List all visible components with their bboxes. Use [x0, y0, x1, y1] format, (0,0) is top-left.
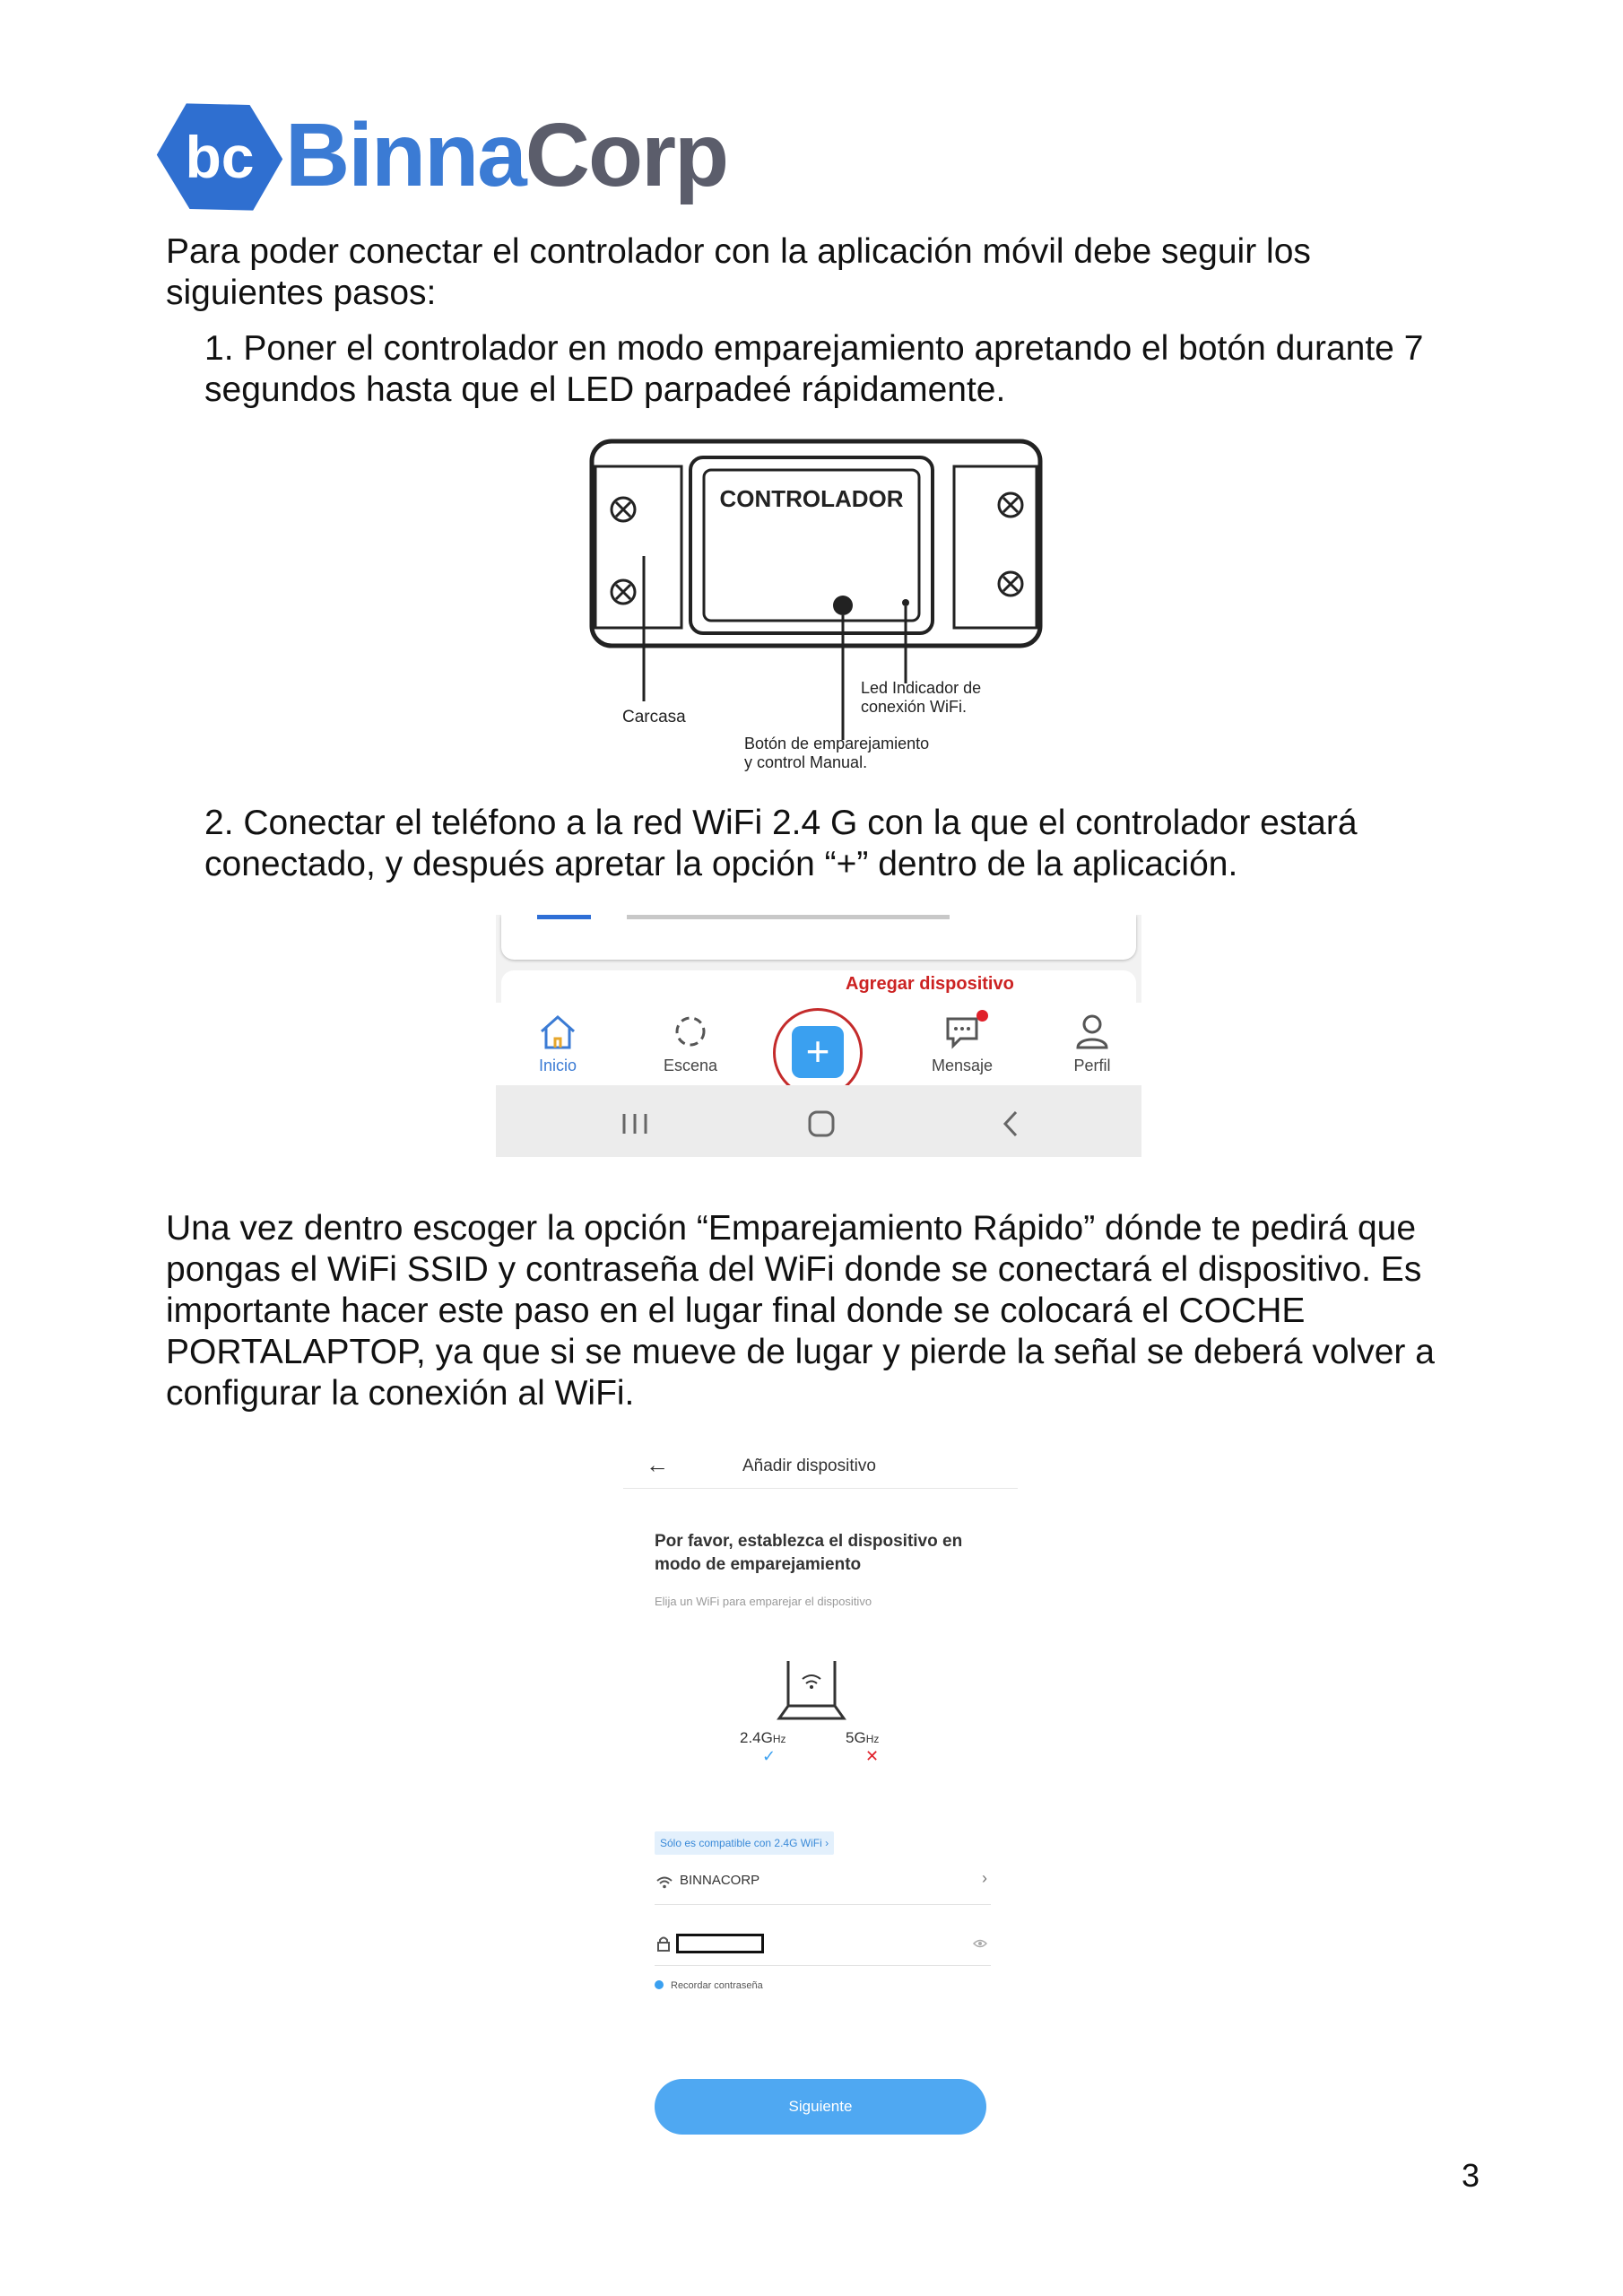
logo-word-corp: Corp: [525, 105, 728, 205]
logo-wordmark: [285, 97, 727, 213]
led-label-line1: Led Indicador de: [861, 679, 982, 697]
page-number: 3: [1462, 2157, 1480, 2194]
tab-label: Perfil: [1073, 1057, 1111, 1074]
home-button-icon[interactable]: [806, 1109, 837, 1139]
tab-mensaje[interactable]: [913, 1010, 1011, 1075]
diagram-title: CONTROLADOR: [719, 485, 904, 512]
tab-escena[interactable]: [641, 1010, 740, 1075]
tab-label: Escena: [663, 1057, 718, 1074]
app-nav-screenshot: [496, 915, 1141, 1157]
tab-inicio[interactable]: [508, 1010, 607, 1075]
step-1-paragraph: 1. Poner el controlador en modo emparejamiento apretando el botón durante 7 segundos hasta que el LED parpadeé rápidamente.: [204, 329, 1424, 409]
lock-icon: [656, 1935, 671, 1952]
add-plus-button[interactable]: +: [792, 1026, 844, 1078]
device-card: [501, 915, 1136, 960]
logo-mark-text: bc: [185, 124, 255, 190]
add-device-screenshot: [623, 1444, 1018, 2152]
recents-icon[interactable]: [617, 1110, 653, 1137]
chevron-right-icon: ›: [982, 1869, 987, 1887]
add-device-card: [501, 970, 1136, 1003]
led-dot: [902, 599, 909, 606]
binnacorp-logo: [152, 90, 728, 224]
pairing-subtitle: Elija un WiFi para emparejar el dispositivo: [655, 1595, 872, 1608]
tab-label: Inicio: [538, 1057, 577, 1074]
band-5ghz: 5GHz: [846, 1729, 880, 1746]
notification-dot: [976, 1010, 988, 1022]
button-label-line2: y control Manual.: [744, 753, 868, 771]
back-arrow-icon[interactable]: ←: [646, 1451, 669, 1478]
intro-paragraph: Para poder conectar el controlador con la aplicación móvil debe seguir los siguientes pasos:: [166, 232, 1311, 312]
back-nav-icon[interactable]: [998, 1109, 1025, 1139]
tab-label: Mensaje: [931, 1057, 994, 1074]
home-icon: [536, 1010, 579, 1053]
ssid-value: BINNACORP: [680, 1873, 760, 1888]
controller-diagram: [574, 430, 1058, 776]
logo-word-binna: Binna: [285, 105, 525, 205]
pairing-paragraph: Una vez dentro escoger la opción “Emparejamiento Rápido” dónde te pedirá que pongas el WiFi SSID y contraseña del WiFi donde se conectará el dispositivo. Es importante hacer este paso en el lugar final donde se colocará el COCHE PORTALAPTOP, ya que si se mueve de lugar y pierde la señal se deberá volver a configurar la conexión al WiFi.: [166, 1209, 1435, 1413]
scene-icon: [669, 1010, 712, 1053]
eye-icon[interactable]: [973, 1939, 987, 1948]
band-24ghz: 2.4GHz: [740, 1729, 786, 1746]
wifi-ssid-field[interactable]: [655, 1858, 991, 1905]
screen-header: [623, 1444, 1018, 1489]
screen-title: Añadir dispositivo: [742, 1457, 876, 1475]
password-field[interactable]: [655, 1919, 991, 1966]
add-device-label: Agregar dispositivo: [846, 974, 1014, 994]
led-label-line2: conexión WiFi.: [861, 698, 968, 716]
pairing-heading: Por favor, establezca el dispositivo en modo de emparejamiento: [655, 1532, 963, 1574]
cross-icon: ✕: [865, 1747, 880, 1765]
step-2-paragraph: 2. Conectar el teléfono a la red WiFi 2.4 G con la que el controlador estará conectado, y después apretar la opción “+” dentro de la aplicación.: [204, 804, 1358, 883]
button-label-line1: Botón de emparejamiento: [744, 735, 930, 752]
compatibility-note[interactable]: Sólo es compatible con 2.4G WiFi ›: [655, 1831, 834, 1855]
case-label: Carcasa: [622, 708, 686, 726]
profile-icon: [1071, 1010, 1114, 1053]
check-icon: ✓: [762, 1747, 777, 1765]
android-system-bar: [496, 1085, 1141, 1157]
radio-selected-icon: [655, 1980, 664, 1989]
tab-perfil[interactable]: [1043, 1010, 1141, 1075]
pairing-button-dot: [833, 596, 853, 615]
next-button[interactable]: Siguiente: [655, 2079, 986, 2135]
password-redaction-box: [676, 1934, 764, 1953]
binnacorp-logo-mark-icon: [152, 90, 287, 224]
wifi-icon: [656, 1876, 673, 1889]
router-icon: [776, 1659, 847, 1722]
remember-password-option[interactable]: Recordar contraseña: [655, 1980, 763, 1991]
